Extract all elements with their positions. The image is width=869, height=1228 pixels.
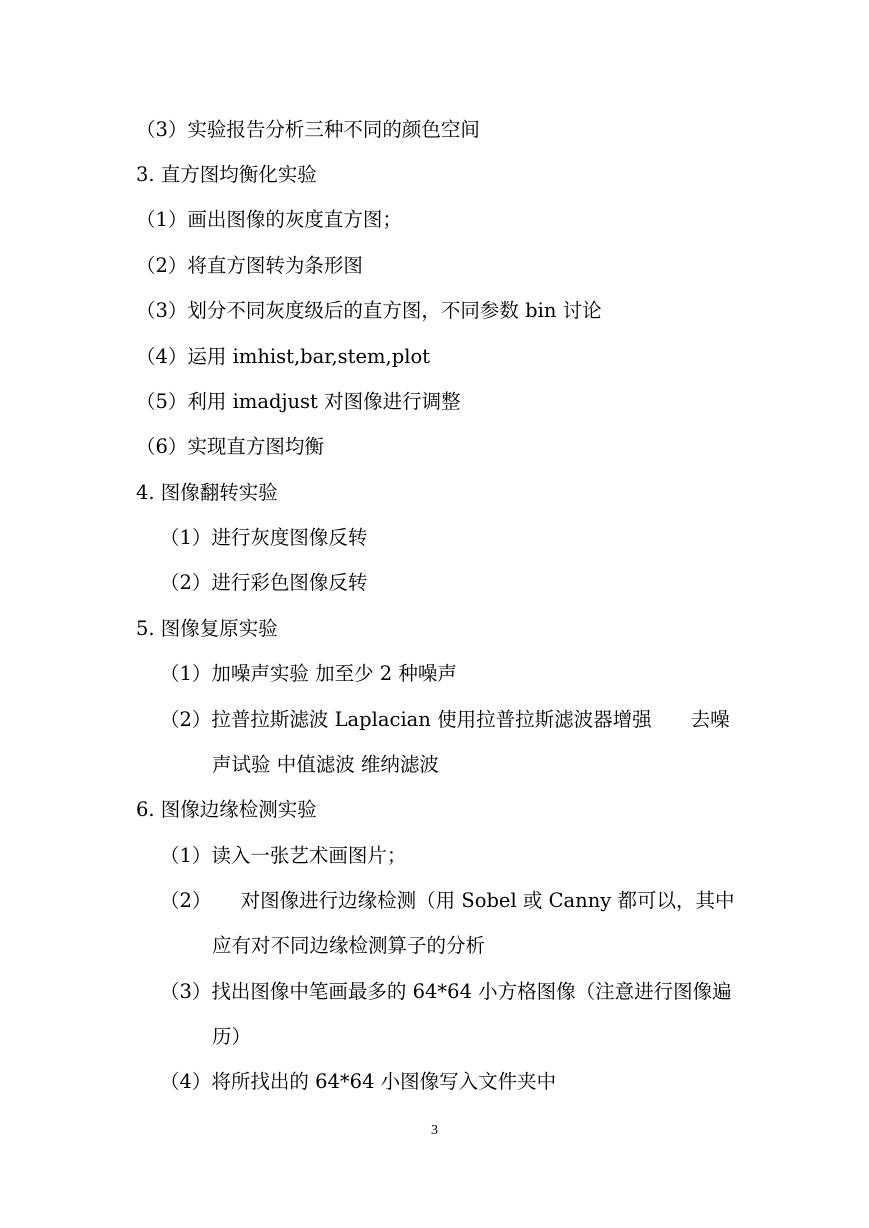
list-item: （5）利用 imadjust 对图像进行调整 [136, 390, 461, 413]
list-item: （1）进行灰度图像反转 [160, 526, 368, 549]
list-item-continuation: 应有对不同边缘检测算子的分析 [212, 934, 486, 957]
list-item-continuation: 声试验 中值滤波 维纳滤波 [212, 753, 439, 776]
list-item-continuation: 历） [212, 1025, 252, 1048]
list-item: （2）将直方图转为条形图 [136, 254, 363, 277]
list-item: （1）读入一张艺术画图片； [160, 844, 407, 867]
list-item: （2）拉普拉斯滤波 Laplacian 使用拉普拉斯滤波器增强 去噪 [160, 708, 730, 731]
section-heading-image-flip: 4. 图像翻转实验 [136, 481, 278, 504]
list-item: （1）画出图像的灰度直方图； [136, 208, 402, 231]
list-item: （4）运用 imhist,bar,stem,plot [136, 345, 431, 368]
list-item: （6）实现直方图均衡 [136, 435, 324, 458]
list-item-color-space-analysis: （3）实验报告分析三种不同的颜色空间 [136, 118, 480, 141]
list-item: （2） 对图像进行边缘检测（用 Sobel 或 Canny 都可以，其中 [160, 889, 735, 912]
list-item: （3）找出图像中笔画最多的 64*64 小方格图像（注意进行图像遍 [160, 980, 732, 1003]
section-heading-histogram-equalization: 3. 直方图均衡化实验 [136, 163, 317, 186]
page-number: 3 [431, 1123, 438, 1138]
section-heading-edge-detection: 6. 图像边缘检测实验 [136, 798, 317, 821]
list-item: （1）加噪声实验 加至少 2 种噪声 [160, 662, 457, 685]
section-heading-image-restoration: 5. 图像复原实验 [136, 617, 278, 640]
list-item: （2）进行彩色图像反转 [160, 571, 368, 594]
list-item: （4）将所找出的 64*64 小图像写入文件夹中 [160, 1070, 557, 1093]
list-item: （3）划分不同灰度级后的直方图，不同参数 bin 讨论 [136, 299, 602, 322]
